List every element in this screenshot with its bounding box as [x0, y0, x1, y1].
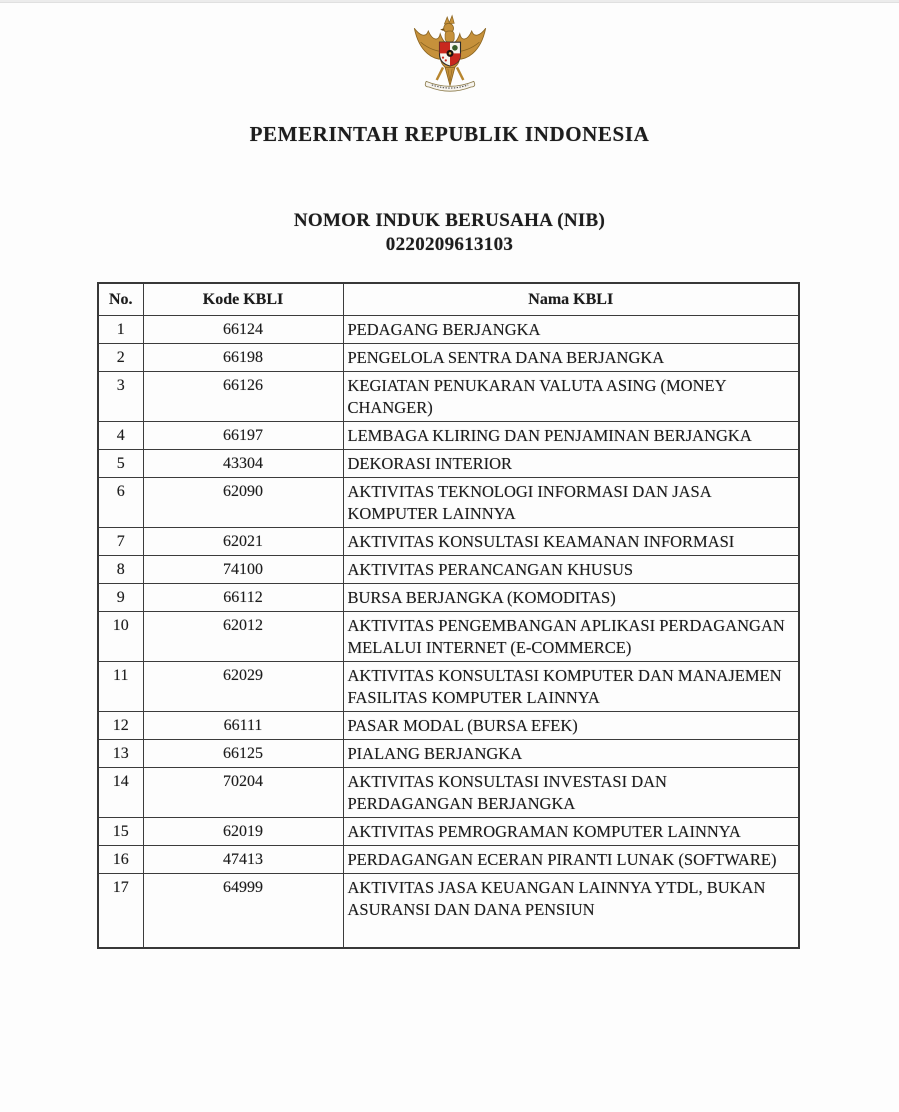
- cell-row-number: 17: [98, 874, 143, 949]
- table-row: [98, 662, 799, 712]
- cell-row-number: 14: [98, 768, 143, 818]
- table-row: [98, 528, 799, 556]
- cell-row-number: 3: [98, 372, 143, 422]
- cell-row-number: 11: [98, 662, 143, 712]
- cell-row-number: 12: [98, 712, 143, 740]
- table-row: [98, 450, 799, 478]
- table-row: [98, 372, 799, 422]
- cell-kbli-code: 66126: [143, 372, 343, 422]
- nib-heading: NOMOR INDUK BERUSAHA (NIB): [293, 210, 606, 231]
- column-header-no: No.: [98, 283, 143, 316]
- cell-kbli-name: PEDAGANG BERJANGKA: [343, 316, 799, 344]
- table-row: [98, 612, 799, 662]
- cell-kbli-name: AKTIVITAS KONSULTASI KOMPUTER DAN MANAJEMEN FASILITAS KOMPUTER LAINNYA: [343, 662, 799, 712]
- cell-kbli-code: 47413: [143, 846, 343, 874]
- cell-row-number: 9: [98, 584, 143, 612]
- column-header-kode: Kode KBLI: [143, 283, 343, 316]
- header-row: [98, 283, 799, 316]
- cell-kbli-name: AKTIVITAS JASA KEUANGAN LAINNYA YTDL, BUKAN ASURANSI DAN DANA PENSIUN: [343, 874, 799, 949]
- table-row: [98, 584, 799, 612]
- table-row: [98, 478, 799, 528]
- table-row: [98, 556, 799, 584]
- table-row: [98, 768, 799, 818]
- cell-row-number: 2: [98, 344, 143, 372]
- cell-kbli-code: 70204: [143, 768, 343, 818]
- table-row: [98, 712, 799, 740]
- table-row: [98, 874, 799, 949]
- kbli-table-body: [98, 316, 799, 949]
- cell-kbli-name: PERDAGANGAN ECERAN PIRANTI LUNAK (SOFTWARE): [343, 846, 799, 874]
- cell-row-number: 16: [98, 846, 143, 874]
- nib-number: 0220209613103: [385, 234, 514, 255]
- cell-kbli-name: PENGELOLA SENTRA DANA BERJANGKA: [343, 344, 799, 372]
- cell-kbli-code: 74100: [143, 556, 343, 584]
- cell-kbli-code: 66111: [143, 712, 343, 740]
- cell-kbli-code: 66125: [143, 740, 343, 768]
- table-row: [98, 344, 799, 372]
- cell-kbli-code: 66197: [143, 422, 343, 450]
- cell-kbli-name: LEMBAGA KLIRING DAN PENJAMINAN BERJANGKA: [343, 422, 799, 450]
- cell-row-number: 15: [98, 818, 143, 846]
- column-header-nama: Nama KBLI: [343, 283, 799, 316]
- kbli-table-header: [98, 283, 799, 316]
- kbli-table: [97, 282, 800, 949]
- page-title: PEMERINTAH REPUBLIK INDONESIA: [249, 122, 650, 146]
- cell-kbli-code: 62021: [143, 528, 343, 556]
- cell-kbli-code: 66198: [143, 344, 343, 372]
- cell-kbli-name: AKTIVITAS PERANCANGAN KHUSUS: [343, 556, 799, 584]
- cell-row-number: 7: [98, 528, 143, 556]
- scan-edge-line: [0, 0, 899, 3]
- cell-kbli-code: 66112: [143, 584, 343, 612]
- cell-kbli-name: AKTIVITAS PENGEMBANGAN APLIKASI PERDAGANGAN MELALUI INTERNET (E-COMMERCE): [343, 612, 799, 662]
- cell-kbli-code: 62029: [143, 662, 343, 712]
- table-row: [98, 316, 799, 344]
- cell-kbli-name: AKTIVITAS TEKNOLOGI INFORMASI DAN JASA KOMPUTER LAINNYA: [343, 478, 799, 528]
- cell-kbli-name: DEKORASI INTERIOR: [343, 450, 799, 478]
- table-row: [98, 846, 799, 874]
- cell-row-number: 4: [98, 422, 143, 450]
- table-row: [98, 422, 799, 450]
- cell-kbli-name: PASAR MODAL (BURSA EFEK): [343, 712, 799, 740]
- table-row: [98, 818, 799, 846]
- cell-kbli-name: AKTIVITAS KONSULTASI KEAMANAN INFORMASI: [343, 528, 799, 556]
- cell-kbli-code: 62090: [143, 478, 343, 528]
- cell-kbli-name: AKTIVITAS KONSULTASI INVESTASI DAN PERDAGANGAN BERJANGKA: [343, 768, 799, 818]
- cell-kbli-name: AKTIVITAS PEMROGRAMAN KOMPUTER LAINNYA: [343, 818, 799, 846]
- cell-kbli-name: BURSA BERJANGKA (KOMODITAS): [343, 584, 799, 612]
- cell-kbli-name: KEGIATAN PENUKARAN VALUTA ASING (MONEY CHANGER): [343, 372, 799, 422]
- cell-row-number: 6: [98, 478, 143, 528]
- cell-row-number: 13: [98, 740, 143, 768]
- cell-row-number: 1: [98, 316, 143, 344]
- cell-row-number: 8: [98, 556, 143, 584]
- emblem-container: [0, 9, 899, 109]
- cell-row-number: 5: [98, 450, 143, 478]
- cell-row-number: 10: [98, 612, 143, 662]
- cell-kbli-code: 64999: [143, 874, 343, 949]
- garuda-pancasila-icon: [408, 9, 492, 109]
- cell-kbli-name: PIALANG BERJANGKA: [343, 740, 799, 768]
- nib-block: [0, 209, 899, 257]
- cell-kbli-code: 62012: [143, 612, 343, 662]
- cell-kbli-code: 62019: [143, 818, 343, 846]
- table-row: [98, 740, 799, 768]
- cell-kbli-code: 66124: [143, 316, 343, 344]
- cell-kbli-code: 43304: [143, 450, 343, 478]
